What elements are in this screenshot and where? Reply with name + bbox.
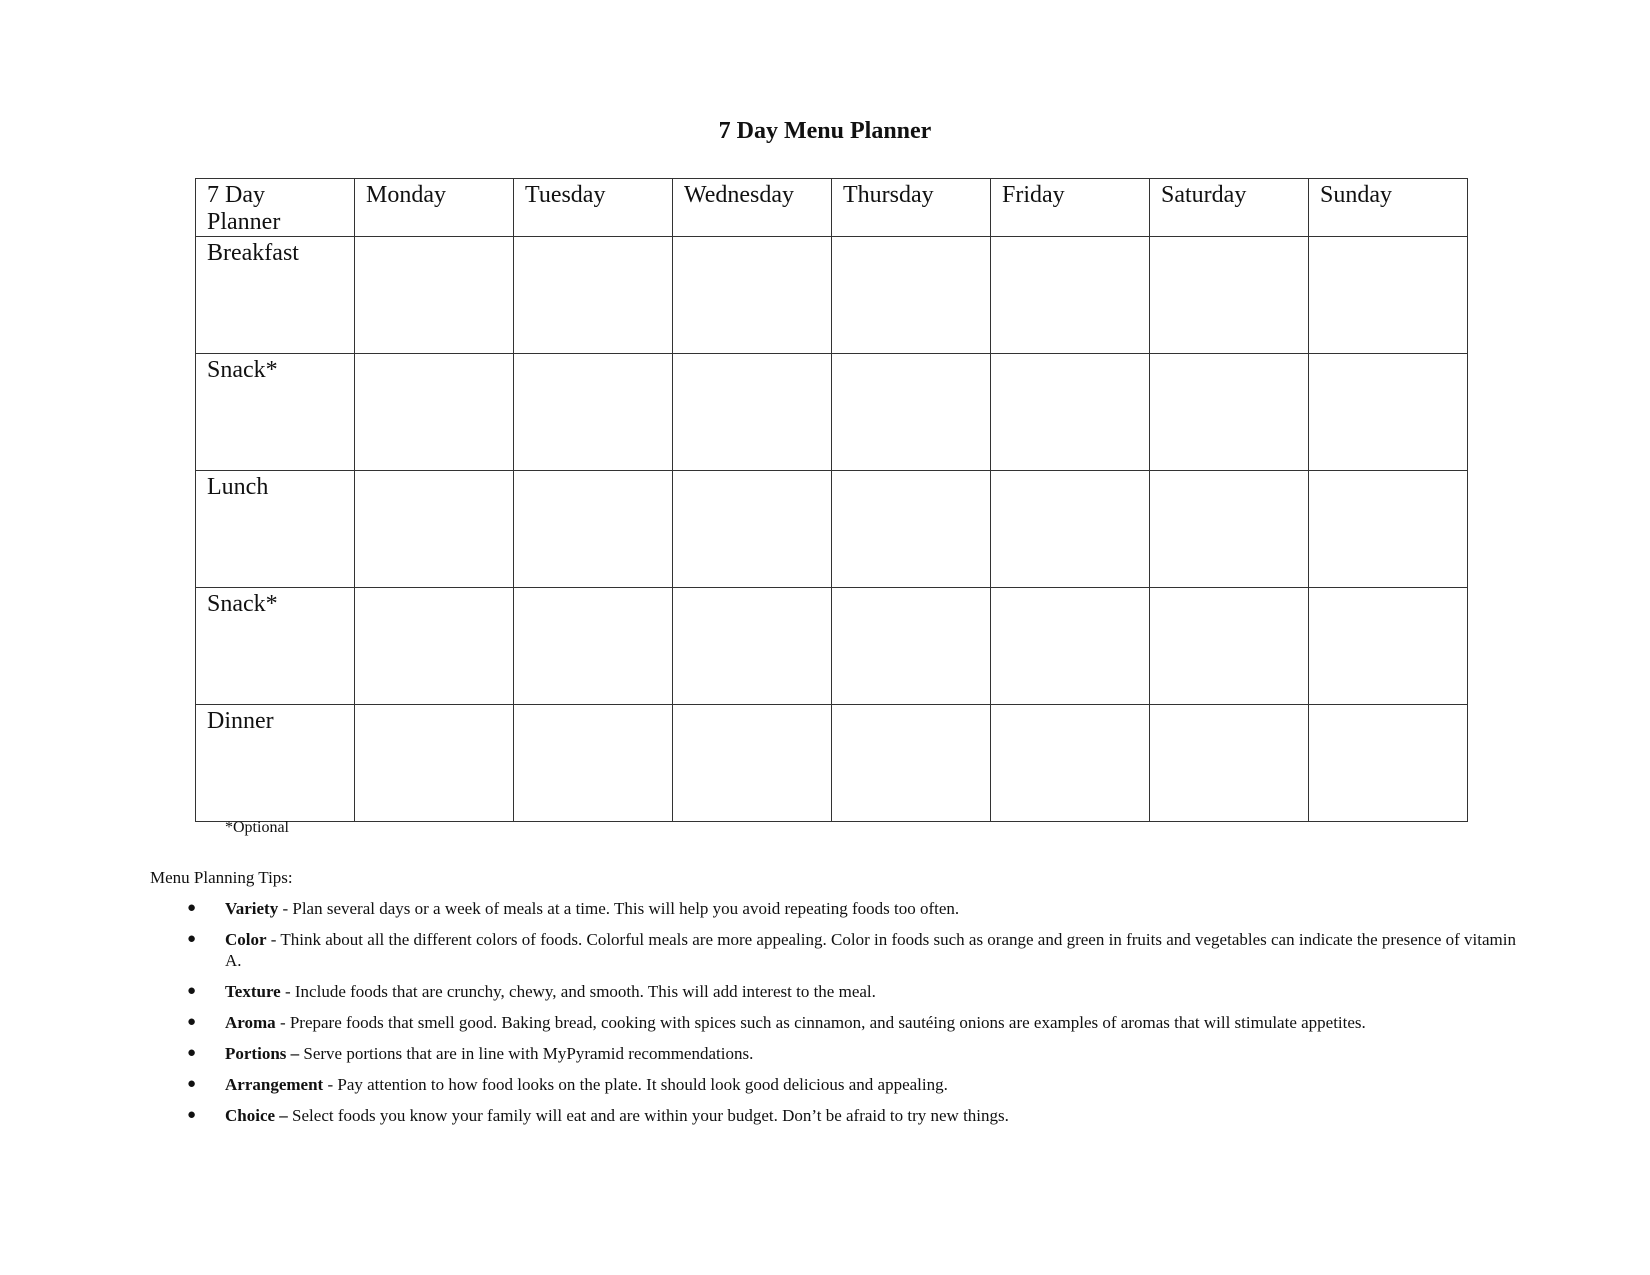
meal-label-snack: Snack* — [196, 354, 355, 471]
meal-cell[interactable] — [355, 705, 514, 822]
meal-cell[interactable] — [1309, 705, 1468, 822]
meal-cell[interactable] — [514, 237, 673, 354]
tip-text: - Plan several days or a week of meals at a time. This will help you avoid repeating foods too often. — [278, 899, 960, 918]
bullet-icon: ● — [187, 1045, 197, 1061]
meal-cell[interactable] — [991, 588, 1150, 705]
tip-name: Color — [225, 930, 267, 949]
meal-cell[interactable] — [355, 471, 514, 588]
optional-footnote: *Optional — [225, 819, 289, 836]
day-header-friday: Friday — [991, 179, 1150, 237]
meal-cell[interactable] — [1309, 471, 1468, 588]
list-item — [150, 1012, 1530, 1033]
day-header-sunday: Sunday — [1309, 179, 1468, 237]
meal-cell[interactable] — [991, 705, 1150, 822]
meal-cell[interactable] — [991, 354, 1150, 471]
meal-label-dinner: Dinner — [196, 705, 355, 822]
meal-cell[interactable] — [832, 354, 991, 471]
list-item — [150, 981, 1530, 1002]
menu-planner-table — [195, 178, 1468, 822]
list-item — [150, 1105, 1530, 1126]
meal-cell[interactable] — [673, 588, 832, 705]
meal-cell[interactable] — [991, 237, 1150, 354]
meal-cell[interactable] — [514, 471, 673, 588]
table-row — [196, 705, 1468, 822]
bullet-icon: ● — [187, 931, 197, 947]
meal-cell[interactable] — [673, 237, 832, 354]
meal-cell[interactable] — [355, 588, 514, 705]
tips-list — [150, 898, 1530, 1136]
meal-cell[interactable] — [832, 705, 991, 822]
bullet-icon: ● — [187, 983, 197, 999]
tips-heading: Menu Planning Tips: — [150, 868, 293, 887]
meal-cell[interactable] — [673, 354, 832, 471]
meal-cell[interactable] — [1309, 588, 1468, 705]
table-row — [196, 237, 1468, 354]
meal-cell[interactable] — [673, 705, 832, 822]
table-row — [196, 588, 1468, 705]
list-item — [150, 898, 1530, 919]
meal-cell[interactable] — [514, 354, 673, 471]
meal-cell[interactable] — [514, 588, 673, 705]
list-item — [150, 1074, 1530, 1095]
tip-name: Variety — [225, 899, 279, 918]
bullet-icon: ● — [187, 900, 197, 916]
tip-text: Serve portions that are in line with MyPyramid recommendations. — [299, 1044, 754, 1063]
table-header-row — [196, 179, 1468, 237]
meal-cell[interactable] — [1150, 588, 1309, 705]
meal-cell[interactable] — [673, 471, 832, 588]
meal-cell[interactable] — [832, 471, 991, 588]
bullet-icon: ● — [187, 1107, 197, 1123]
meal-label-snack-2: Snack* — [196, 588, 355, 705]
tip-text: - Prepare foods that smell good. Baking bread, cooking with spices such as cinnamon, and sautéing onions are examples of aromas that will stimulate appetites. — [275, 1013, 1366, 1032]
bullet-icon: ● — [187, 1014, 197, 1030]
tip-text: - Include foods that are crunchy, chewy, and smooth. This will add interest to the meal. — [280, 982, 876, 1001]
tip-name: Portions – — [225, 1044, 300, 1063]
tip-text: - Pay attention to how food looks on the plate. It should look good delicious and appealing. — [323, 1075, 948, 1094]
tip-name: Choice – — [225, 1106, 288, 1125]
tip-name: Texture — [225, 982, 281, 1001]
meal-cell[interactable] — [1309, 237, 1468, 354]
page-title: 7 Day Menu Planner — [718, 118, 932, 144]
bullet-icon: ● — [187, 1076, 197, 1092]
tip-text: - Think about all the different colors of foods. Colorful meals are more appealing. Color in foods such as orange and green in fruits and vegetables can indicate the presence of vitamin A. — [225, 930, 1516, 970]
table-row — [196, 354, 1468, 471]
meal-cell[interactable] — [514, 705, 673, 822]
tip-name: Arrangement — [225, 1075, 324, 1094]
meal-cell[interactable] — [1309, 354, 1468, 471]
day-header-monday: Monday — [355, 179, 514, 237]
corner-header: 7 Day Planner — [196, 179, 355, 237]
tip-name: Aroma — [225, 1013, 276, 1032]
tip-text: Select foods you know your family will eat and are within your budget. Don’t be afraid to try new things. — [287, 1106, 1009, 1125]
meal-cell[interactable] — [832, 588, 991, 705]
meal-cell[interactable] — [1150, 237, 1309, 354]
list-item — [150, 929, 1530, 971]
meal-label-lunch: Lunch — [196, 471, 355, 588]
day-header-tuesday: Tuesday — [514, 179, 673, 237]
list-item — [150, 1043, 1530, 1064]
meal-cell[interactable] — [1150, 705, 1309, 822]
day-header-wednesday: Wednesday — [673, 179, 832, 237]
meal-label-breakfast: Breakfast — [196, 237, 355, 354]
meal-cell[interactable] — [991, 471, 1150, 588]
meal-cell[interactable] — [832, 237, 991, 354]
day-header-saturday: Saturday — [1150, 179, 1309, 237]
meal-cell[interactable] — [1150, 471, 1309, 588]
table-row — [196, 471, 1468, 588]
day-header-thursday: Thursday — [832, 179, 991, 237]
meal-cell[interactable] — [355, 354, 514, 471]
meal-cell[interactable] — [355, 237, 514, 354]
meal-cell[interactable] — [1150, 354, 1309, 471]
